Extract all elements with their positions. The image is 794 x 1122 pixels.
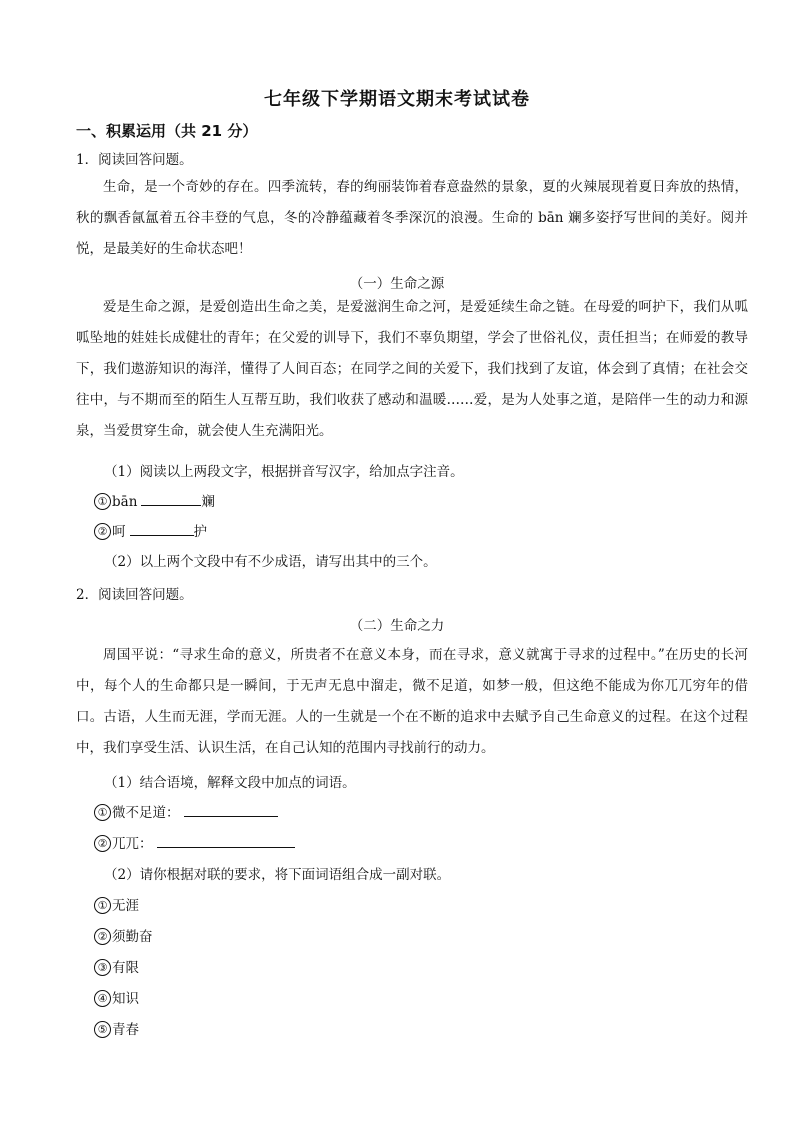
- passage-love: [76, 292, 748, 447]
- pinyin-blank-row-2: [94, 520, 207, 540]
- word-item: [94, 925, 153, 945]
- passage-love-text: 爱是生命之源，是爱创造出生命之美，是爱滋润生命之河，是爱延续生命之链。在母爱的呵护下，我们从呱呱坠地的娃娃长成健壮的青年；在父爱的训导下，我们不辜负期望，学会了世俗礼仪，责任担当；在师爱的教导下，我们遨游知识的海洋，懂得了人间百态；在同学之间的关爱下，我们找到了友谊，体会到了真情；在社会交往中，与不期而至的陌生人互帮互助，我们收获了感动和温暖……爱，是为人处事之道，是陪伴一生的动力和源泉，当爱贯穿生命，就会使人生充满阳光。: [76, 299, 748, 439]
- subtitle-source-of-life: （一）生命之源: [349, 276, 445, 292]
- word-text: 青春: [112, 1022, 139, 1038]
- circled-number: ④: [94, 990, 111, 1007]
- intro-text: 生命，是一个奇妙的存在。四季流转，春的绚丽装饰着春意盎然的景象，夏的火辣展现着夏日奔放的热情，秋的飘香氤氲着五谷丰登的气息，冬的冷静蕴藏着冬季深沉的浪漫。生命的 bān 斓多姿抒写世间的美好。阅并悦，是最美好的生命状态吧！: [76, 179, 748, 257]
- pinyin-blank-row-1: [94, 490, 215, 510]
- char-hu: 护: [193, 524, 207, 540]
- answer-blank[interactable]: [184, 802, 278, 817]
- circled-number: ①: [94, 804, 111, 821]
- term-weibuzudao: 微不足道：: [112, 805, 180, 821]
- question-2-label: 2．阅读回答问题。: [76, 587, 193, 603]
- char-lan: 斓: [201, 494, 215, 510]
- question-1-sub-1: （1）阅读以上两段文字，根据拼音写汉字，给加点字注音。: [104, 464, 464, 480]
- question-2-sub-1: （1）结合语境，解释文段中加点的词语。: [104, 775, 356, 791]
- word-item: [94, 987, 139, 1007]
- word-item: [94, 894, 139, 914]
- circled-number: ①: [94, 897, 111, 914]
- answer-blank[interactable]: [157, 833, 295, 848]
- circled-number: ①: [94, 493, 111, 510]
- passage-zhou-guoping-text: 周国平说：“寻求生命的意义，所贵者不在意义本身，而在寻求，意义就寓于寻求的过程中。”在历史的长河中，每个人的生命都只是一瞬间，于无声无息中溜走，微不足道，如梦一般，但这绝不能成为你兀兀穷年的借口。古语，人生而无涯，学而无涯。人的一生就是一个在不断的追求中去赋予自己生命意义的过程。在这个过程中，我们享受生活、认识生活，在自己认知的范围内寻找前行的动力。: [76, 647, 748, 756]
- circled-number: ②: [94, 928, 111, 945]
- circled-number: ③: [94, 959, 111, 976]
- subtitle-power-of-life: （二）生命之力: [349, 618, 445, 634]
- char-he: 呵: [112, 524, 126, 540]
- circled-number: ⑤: [94, 1021, 111, 1038]
- intro-paragraph: [76, 172, 748, 265]
- definition-row-1: [94, 801, 278, 821]
- answer-blank[interactable]: [130, 521, 194, 536]
- term-wuwu: 兀兀：: [112, 836, 153, 852]
- word-text: 知识: [112, 991, 139, 1007]
- definition-row-2: [94, 832, 295, 852]
- word-text: 须勤奋: [112, 929, 153, 945]
- question-1-label: 1．阅读回答问题。: [76, 152, 193, 168]
- word-item: [94, 1018, 139, 1038]
- page-title: 七年级下学期语文期末考试试卷: [264, 89, 530, 110]
- word-text: 有限: [112, 960, 139, 976]
- pinyin-ban: bān: [112, 494, 138, 510]
- section-heading: 一、积累运用（共 21 分）: [76, 122, 258, 140]
- answer-blank[interactable]: [141, 491, 201, 506]
- circled-number: ②: [94, 835, 111, 852]
- question-1-sub-2: （2）以上两个文段中有不少成语，请写出其中的三个。: [104, 554, 437, 570]
- word-item: [94, 956, 139, 976]
- question-2-sub-2: （2）请你根据对联的要求，将下面词语组合成一副对联。: [104, 867, 451, 883]
- passage-zhou-guoping: [76, 640, 748, 764]
- word-text: 无涯: [112, 898, 139, 914]
- circled-number: ②: [94, 523, 111, 540]
